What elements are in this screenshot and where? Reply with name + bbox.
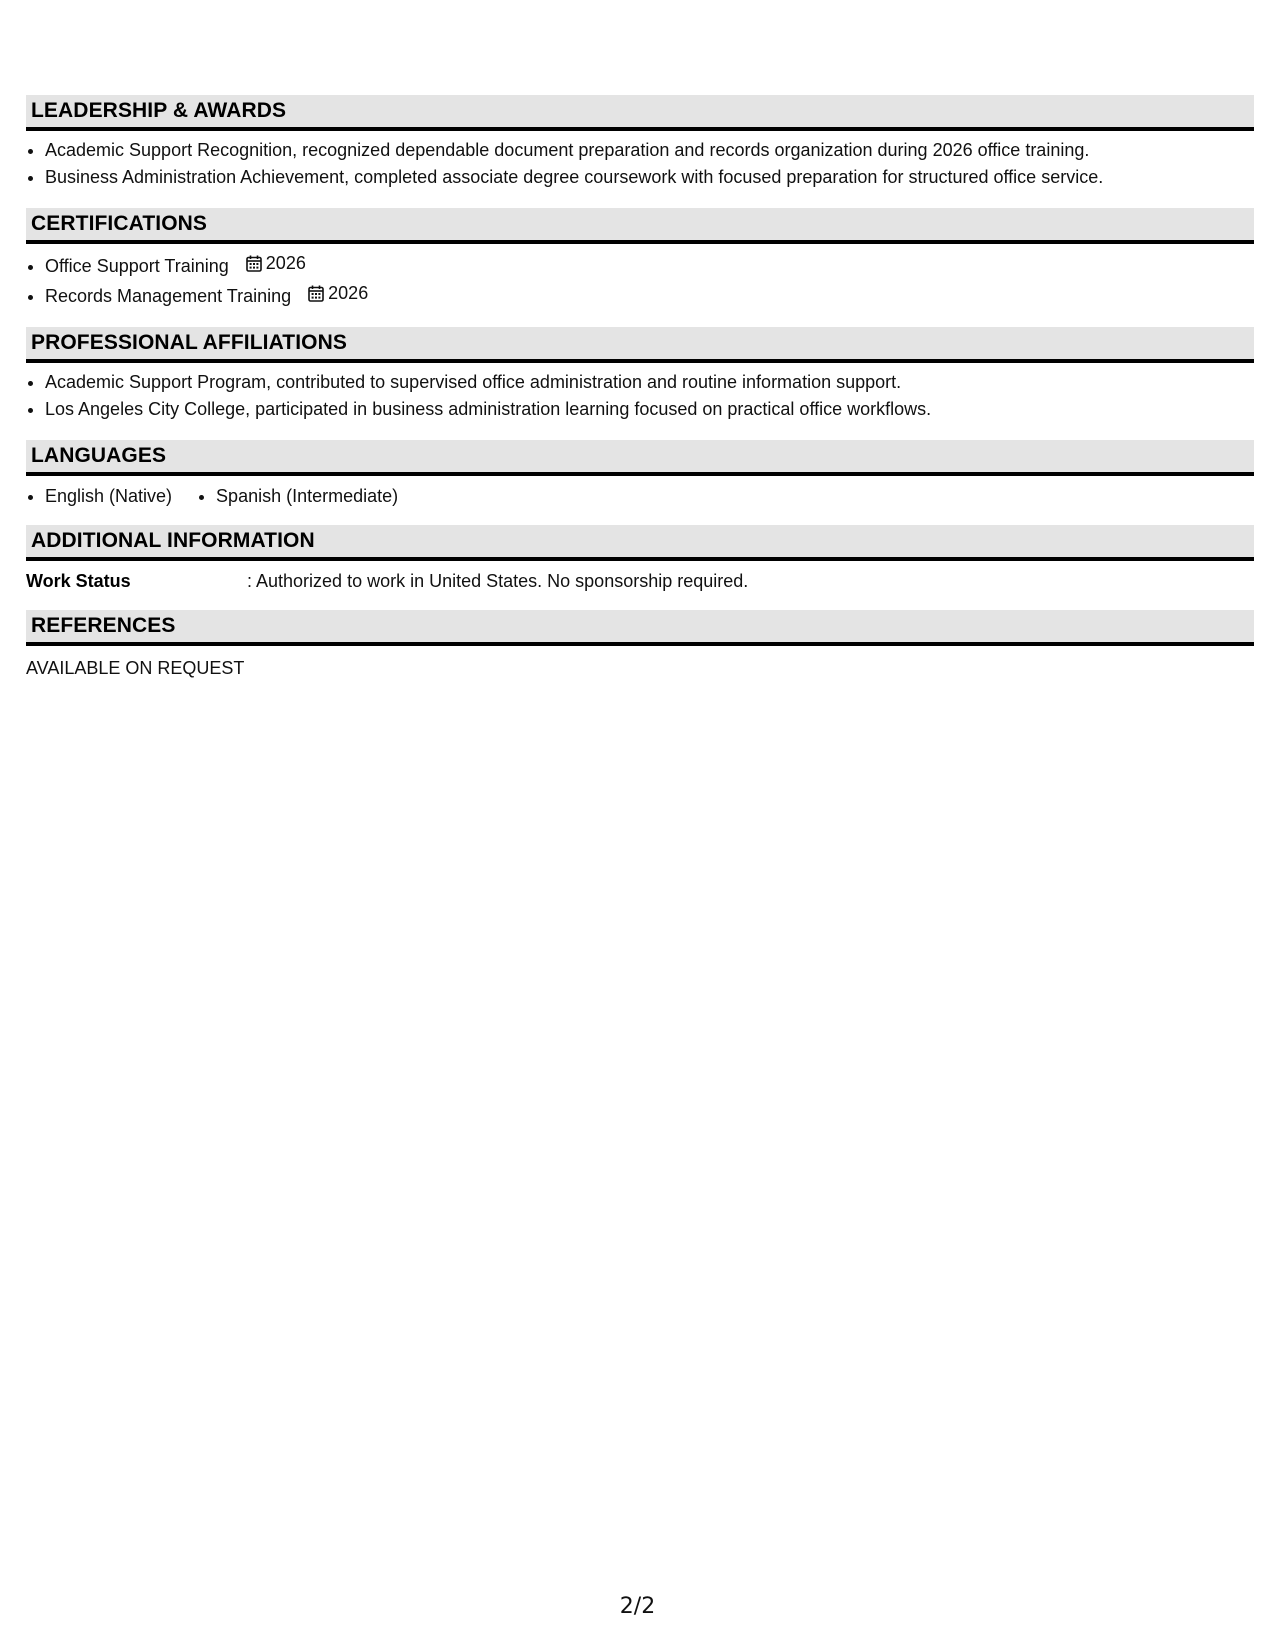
- list-item: • Business Administration Achievement, completed associate degree coursework with focused preparation for structured office service.: [45, 164, 1254, 191]
- certification-year: 2026: [265, 253, 306, 273]
- language-item: • English (Native): [45, 484, 172, 508]
- work-status-label: Work Status: [26, 571, 131, 591]
- page-number: 2/2: [619, 1594, 656, 1619]
- section-header: [26, 208, 1254, 244]
- certification-date: [308, 280, 368, 307]
- list-item: [45, 280, 1254, 310]
- certifications-section: [26, 208, 1254, 310]
- section-header: [26, 440, 1254, 476]
- certification-name: Office Support Training: [45, 256, 229, 276]
- resume-page: [26, 95, 1254, 697]
- calendar-icon: [246, 255, 262, 272]
- section-title: CERTIFICATIONS: [31, 212, 208, 235]
- section-title: LANGUAGES: [31, 444, 167, 467]
- certification-name: Records Management Training: [45, 286, 292, 306]
- professional-affiliations-section: [26, 327, 1254, 423]
- references-text: AVAILABLE ON REQUEST: [26, 658, 245, 678]
- list-item: • Los Angeles City College, participated in business administration learning focused on practical office workflows.: [45, 396, 1254, 423]
- section-header: [26, 610, 1254, 646]
- section-title: REFERENCES: [31, 614, 176, 637]
- additional-information-section: [26, 525, 1254, 593]
- list-item: • Academic Support Program, contributed to supervised office administration and routine information support.: [45, 369, 1254, 396]
- languages-section: [26, 440, 1254, 508]
- calendar-icon: [308, 285, 324, 302]
- references-section: [26, 610, 1254, 680]
- languages-list: [26, 484, 1254, 508]
- list-item: [45, 250, 1254, 280]
- section-header: [26, 525, 1254, 561]
- certification-year: 2026: [328, 283, 369, 303]
- awards-list: [26, 137, 1254, 191]
- certification-date: [246, 250, 306, 277]
- language-item: • Spanish (Intermediate): [216, 484, 398, 508]
- section-header: [26, 327, 1254, 363]
- section-title: LEADERSHIP & AWARDS: [31, 99, 287, 122]
- leadership-awards-section: [26, 95, 1254, 191]
- section-title: ADDITIONAL INFORMATION: [31, 529, 315, 552]
- certifications-list: [26, 250, 1254, 310]
- list-item: • Academic Support Recognition, recognized dependable document preparation and records organization during 2026 office training.: [45, 137, 1254, 164]
- work-status-row: [26, 569, 1254, 593]
- work-status-value: : Authorized to work in United States. No sponsorship required.: [247, 571, 749, 591]
- section-header: [26, 95, 1254, 131]
- section-title: PROFESSIONAL AFFILIATIONS: [31, 331, 347, 354]
- affiliations-list: [26, 369, 1254, 423]
